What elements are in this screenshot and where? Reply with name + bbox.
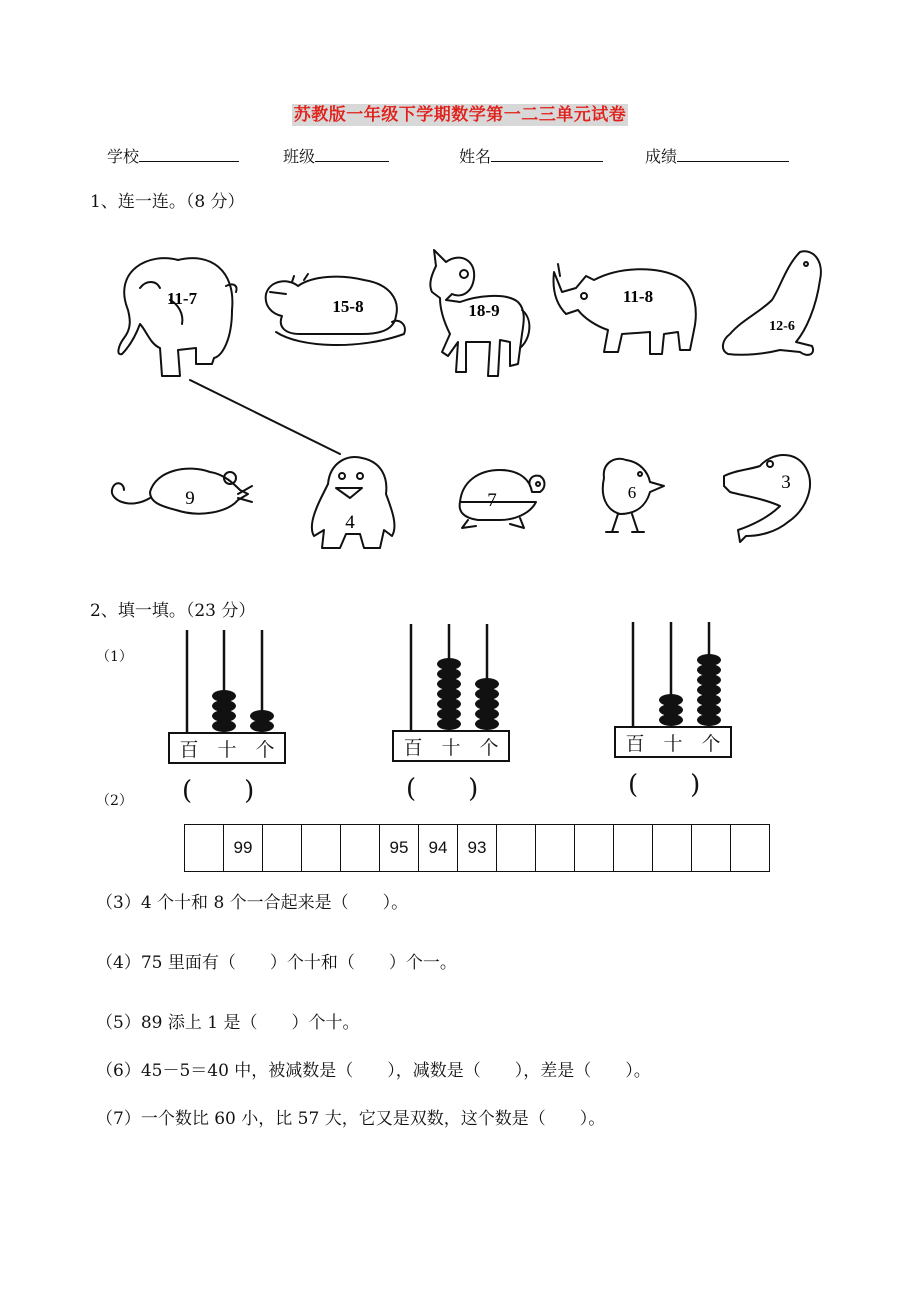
page-title — [0, 100, 920, 125]
abacus-1-place-box — [168, 732, 286, 764]
turtle-label: 7 — [487, 490, 497, 511]
score-line — [677, 145, 789, 162]
abacus-bead — [250, 710, 274, 722]
seal-icon — [723, 251, 821, 355]
turtle-icon — [460, 470, 545, 528]
abacus-1-rods — [168, 620, 286, 738]
dolphin-icon — [724, 455, 810, 542]
number-sequence-grid — [184, 824, 770, 872]
horse-label: 18-9 — [468, 301, 500, 320]
ones-label: 个 — [479, 736, 499, 759]
class-line — [315, 145, 389, 162]
sequence-cell[interactable] — [263, 825, 302, 872]
school-field[interactable] — [107, 144, 239, 167]
q2-heading: 2、填一填。（23 分） — [90, 601, 256, 621]
sequence-cell[interactable] — [536, 825, 575, 872]
abacus-3-place-box — [614, 726, 732, 758]
penguin-label: 4 — [345, 512, 355, 533]
ones-label: 个 — [701, 732, 721, 755]
abacus-3-answer[interactable]: ( ) — [628, 770, 701, 800]
item-4: （4）75 里面有（ ）个十和（ ）个一。 — [96, 953, 457, 973]
connect-line — [190, 380, 340, 454]
mouse-icon — [112, 469, 252, 514]
rhino-label: 11-8 — [622, 287, 654, 306]
sequence-cell[interactable] — [497, 825, 536, 872]
elephant-label: 11-7 — [166, 289, 198, 308]
sequence-row — [185, 825, 770, 872]
hundreds-label: 百 — [625, 732, 645, 755]
sequence-cell: 99 — [224, 825, 263, 872]
tens-label: 十 — [441, 736, 461, 759]
sequence-cell[interactable] — [731, 825, 770, 872]
penguin-icon — [312, 457, 395, 548]
school-line — [139, 145, 239, 162]
abacus-2-rods — [392, 618, 510, 736]
ones-label: 个 — [255, 738, 275, 761]
dolphin-label: 3 — [781, 472, 791, 493]
score-label: 成绩 — [645, 147, 678, 166]
hippo-label: 15-8 — [332, 297, 364, 316]
part1-label: （1） — [96, 649, 133, 665]
abacus-bead — [697, 654, 721, 666]
mouse-label: 9 — [185, 488, 195, 509]
item-6: （6）45－5＝40 中，被减数是（ ），减数是（ ），差是（ ）。 — [96, 1061, 651, 1081]
tens-label: 十 — [217, 738, 237, 761]
abacus-2-answer[interactable]: ( ) — [406, 774, 479, 804]
part2-label: （2） — [96, 793, 133, 809]
abacus-bead — [212, 690, 236, 702]
abacus-2 — [392, 618, 510, 804]
item-5: （5）89 添上 1 是（ ）个十。 — [96, 1013, 360, 1033]
abacus-bead — [659, 694, 683, 706]
elephant-icon — [118, 258, 236, 376]
tens-label: 十 — [663, 732, 683, 755]
sequence-cell: 93 — [458, 825, 497, 872]
abacus-1 — [168, 620, 286, 806]
item-7: （7）一个数比 60 小，比 57 大，它又是双数，这个数是（ ）。 — [96, 1109, 606, 1129]
class-label: 班级 — [283, 147, 316, 166]
sequence-cell[interactable] — [653, 825, 692, 872]
sequence-cell: 94 — [419, 825, 458, 872]
sequence-cell[interactable] — [302, 825, 341, 872]
sequence-cell[interactable] — [185, 825, 224, 872]
q1-illustration — [0, 230, 920, 560]
abacus-bead — [437, 658, 461, 670]
sequence-cell[interactable] — [341, 825, 380, 872]
school-label: 学校 — [107, 147, 140, 166]
abacus-3-rods — [614, 618, 732, 736]
seal-label: 12-6 — [769, 319, 795, 334]
name-field[interactable] — [459, 144, 603, 167]
title-text: 苏教版一年级下学期数学第一二三单元试卷 — [293, 105, 627, 125]
sequence-cell[interactable] — [692, 825, 731, 872]
q1-heading: 1、连一连。（8 分） — [90, 192, 245, 212]
abacus-1-answer[interactable]: ( ) — [182, 776, 255, 806]
item-3: （3）4 个十和 8 个一合起来是（ ）。 — [96, 893, 409, 913]
name-label: 姓名 — [459, 147, 492, 166]
sequence-cell: 95 — [380, 825, 419, 872]
hundreds-label: 百 — [179, 738, 199, 761]
abacus-bead — [475, 678, 499, 690]
chick-label: 6 — [627, 483, 637, 502]
abacus-2-place-box — [392, 730, 510, 762]
sequence-cell[interactable] — [614, 825, 653, 872]
sequence-cell[interactable] — [575, 825, 614, 872]
class-field[interactable] — [283, 144, 389, 167]
hundreds-label: 百 — [403, 736, 423, 759]
rhino-icon — [554, 264, 696, 354]
name-line — [491, 145, 603, 162]
score-field[interactable] — [645, 144, 789, 167]
abacus-3 — [614, 618, 732, 798]
